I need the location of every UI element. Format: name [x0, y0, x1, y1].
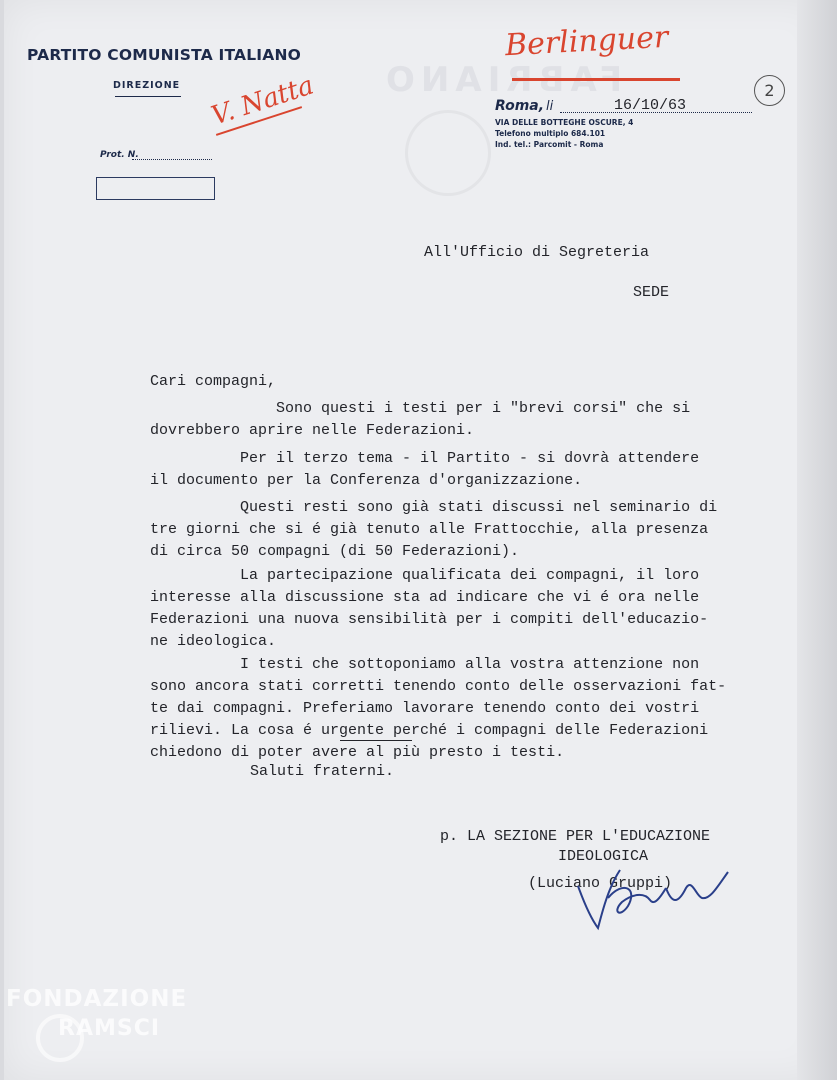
archive-logo-line2: RAMSCI: [58, 1016, 161, 1041]
archive-logo-line1: FONDAZIONE: [6, 986, 188, 1012]
signature-line3: (Luciano Gruppi): [528, 875, 673, 892]
office-underline: [115, 96, 181, 97]
paragraph-3: Questi resti sono già stati discussi nel seminario di tre giorni che si é già tenuto alle Frattocchie, alla presenza di circa 50 compagni (di 50 Federazioni).: [150, 499, 718, 560]
signature-line2: IDEOLOGICA: [558, 848, 649, 865]
letter-date: 16/10/63: [614, 97, 687, 114]
archive-logo: [6, 986, 188, 1041]
paragraph-1: Sono questi i testi per i "brevi corsi" che si dovrebbero aprire nelle Federazioni.: [150, 400, 691, 439]
watermark-emblem: [405, 110, 491, 196]
party-name: PARTITO COMUNISTA ITALIANO: [27, 46, 302, 64]
recipient-line1: All'Ufficio di Segreteria: [424, 244, 650, 261]
annotation-berlinguer: Berlinguer: [504, 19, 670, 64]
address-phone: Telefono multiplo 684.101: [495, 129, 606, 138]
address-telegraph: Ind. tel.: Parcomit - Roma: [495, 140, 604, 149]
annotation-berlinguer-underline: [512, 78, 680, 81]
circled-page-number: 2: [754, 75, 785, 106]
recipient-line2: SEDE: [633, 284, 670, 301]
signature-line1: p. LA SEZIONE PER L'EDUCAZIONE: [440, 828, 711, 845]
paragraph-2: Per il terzo tema - il Partito - si dovrà attendere il documento per la Conferenza d'organizzazione.: [150, 450, 700, 489]
protocol-label: Prot. N.: [100, 150, 139, 160]
date-prefix: li: [546, 99, 554, 114]
protocol-box: [96, 177, 215, 200]
protocol-dotted-line: [132, 159, 212, 160]
handwritten-signature: [568, 858, 738, 938]
paragraph-4: La partecipazione qualificata dei compagni, il loro interesse alla discussione sta ad indicare che vi é ora nelle Federazioni una nuova sensibilità per i compiti dell'educazio- ne ideologica.: [150, 567, 709, 650]
closing: Saluti fraterni.: [250, 763, 395, 780]
office-name: DIREZIONE: [113, 80, 181, 91]
annotation-vnatta: V. Natta: [207, 70, 318, 132]
salutation: Cari compagni,: [150, 373, 277, 390]
paper-watermark: FABRIANO: [380, 60, 623, 100]
urgent-underline: [340, 740, 412, 741]
city-label: Roma,: [495, 98, 545, 114]
address-street: VIA DELLE BOTTEGHE OSCURE, 4: [495, 118, 634, 127]
paper-edge: [797, 0, 837, 1080]
paragraph-5: I testi che sottoponiamo alla vostra attenzione non sono ancora stati corretti tenendo conto delle osservazioni fat- te dai compagni. Preferiamo lavorare tenendo conto dei vostri rilievi. La cosa é urgente perché i compagni delle Federazioni chiedono di poter avere al più presto i testi.: [150, 656, 727, 761]
letterhead-address: [495, 117, 633, 150]
